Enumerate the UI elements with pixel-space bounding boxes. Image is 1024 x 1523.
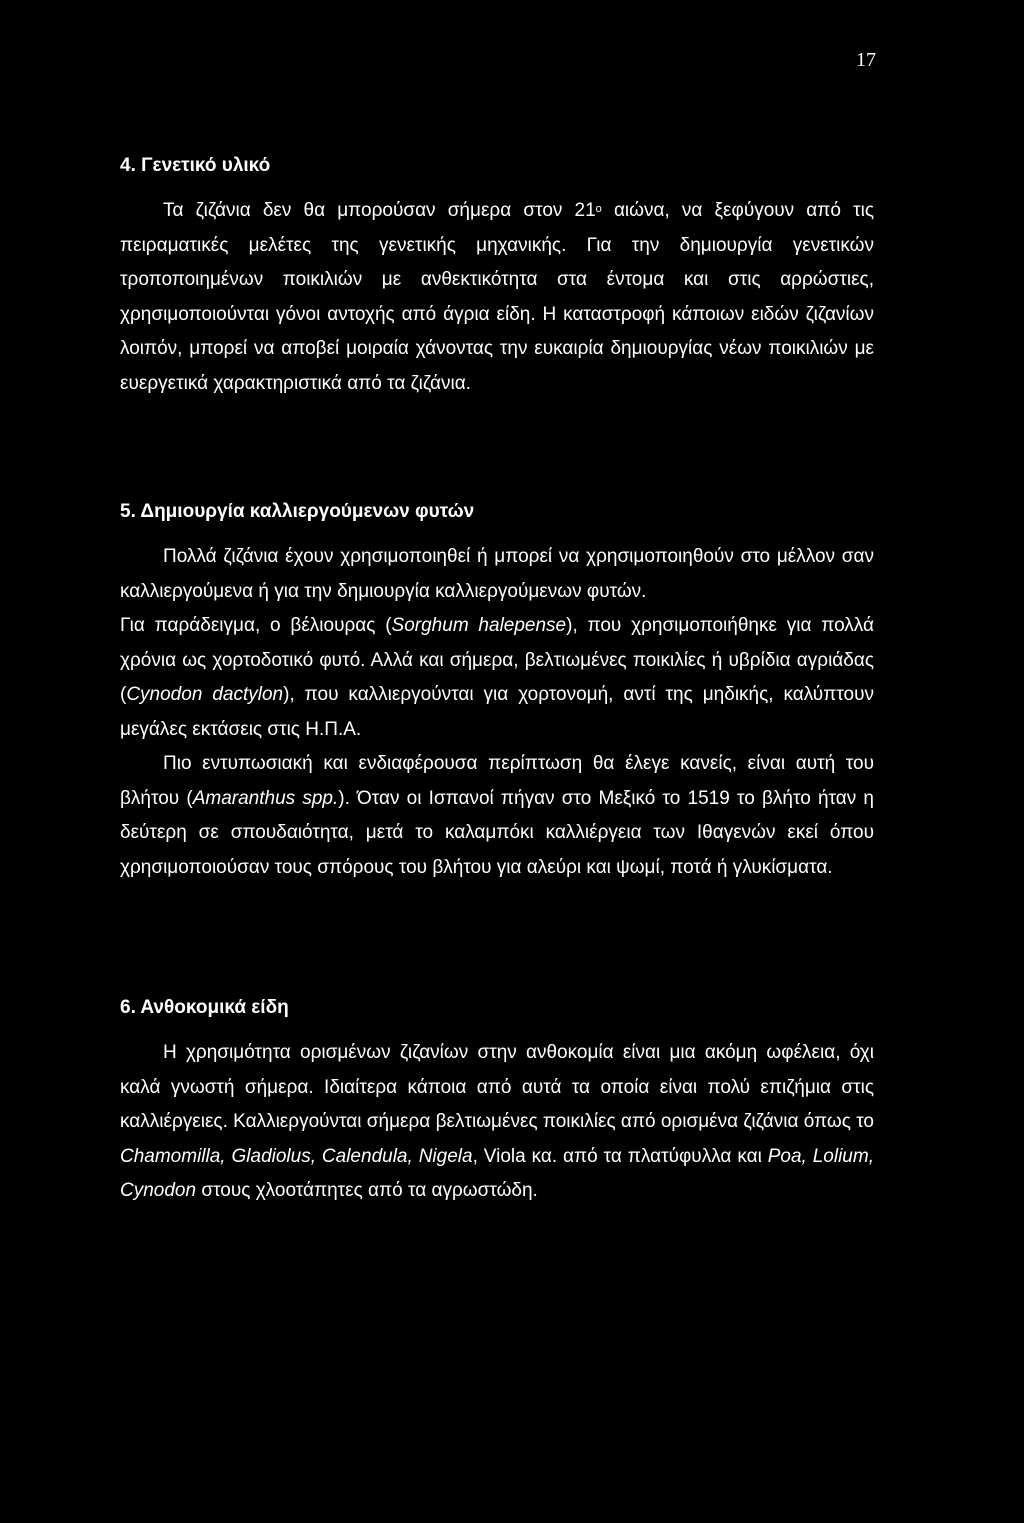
text-run: στους χλοοτάπητες από τα αγρωστώδη. [196,1180,538,1201]
text-run: Πολλά ζιζάνια έχουν χρησιμοποιηθεί ή μπορεί να χρησιμοποιηθούν στο μέλλον σαν καλλιεργούμενα ή για την δημιουργία καλλιεργούμενων φυτών. [120,546,874,602]
paragraph [120,540,874,609]
text-run: ), που χρησιμοποιήθηκε για πολλά χρόνια ως χορτοδοτικό φυτό. Αλλά και σήμερα, βελτιωμένες ποικιλίες ή υβρίδια αγριάδας ( [120,615,874,705]
text-run: Τα ζιζάνια δεν θα μπορούσαν σήμερα στον 21 [163,200,596,221]
section-ornamental-species [120,996,874,1209]
species-name: Poa, Lolium, Cynodon [120,1145,874,1201]
text-run: Για παράδειγμα, ο βέλιουρας ( [120,615,392,636]
superscript: ο [595,203,602,215]
section-heading: 6. Ανθοκομικά είδη [120,997,289,1018]
species-name: Sorghum halepense [391,615,567,636]
paragraph [120,747,874,885]
text-run: Η χρησιμότητα ορισμένων ζιζανίων στην ανθοκομία είναι μια ακόμη ωφέλεια, όχι καλά γνωστή σήμερα. Ιδιαίτερα κάποια από αυτά τα οποία είναι πολύ επιζήμια στις καλλιέργειες. Καλλιεργούνται σήμερα βελτιωμένες ποικιλίες από ορισμένα ζιζάνια όπως το [120,1042,874,1132]
species-name: Amaranthus spp. [192,787,339,809]
paragraph [120,194,874,401]
section-heading: 5. Δημιουργία καλλιεργούμενων φυτών [120,501,475,522]
section-genetic-material [120,154,874,401]
section-heading: 4. Γενετικό υλικό [120,155,271,176]
section-cultivated-plants [120,500,874,885]
paragraph [120,609,874,747]
species-name: Chamomilla, Gladiolus, Calendula, Nigela [120,1145,473,1167]
text-run: ). Όταν οι Ισπανοί πήγαν στο Μεξικό το 1519 το βλήτο ήταν η δεύτερη σε σπουδαιότητα, μετά το καλαμπόκι καλλιέργεια των Ιθαγενών εκεί όπου χρησιμοποιούσαν τους σπόρους του βλήτου για αλεύρι και ψωμί, ποτά ή γλυκίσματα. [120,787,874,878]
text-run: Πιο εντυπωσιακή και ενδιαφέρουσα περίπτωση θα έλεγε κανείς, είναι αυτή του βλήτου ( [120,753,874,809]
paragraph [120,1036,874,1209]
species-name: Cynodon dactylon [126,684,284,705]
text-run: , Viola κα. από τα πλατύφυλλα και [472,1145,768,1167]
text-run: αιώνα, να ξεφύγουν από τις πειραματικές μελέτες της γενετικής μηχανικής. Για την δημιουργία γενετικών τροποποιημένων ποικιλιών με ανθεκτικότητα στα έντομα και στις αρρώστιες, χρησιμοποιούνται γόνοι αντοχής από άγρια είδη. Η καταστροφή κάποιων ειδών ζιζανίων λοιπόν, μπορεί να αποβεί μοιραία χάνοντας την ευκαιρία δημιουργίας νέων ποικιλιών με ευεργετικά χαρακτηριστικά από τα ζιζάνια. [120,200,874,394]
page-number: 17 [856,49,876,71]
text-run: ), που καλλιεργούνται για χορτονομή, αντί της μηδικής, καλύπτουν μεγάλες εκτάσεις στις Η.Π.Α. [120,684,874,740]
